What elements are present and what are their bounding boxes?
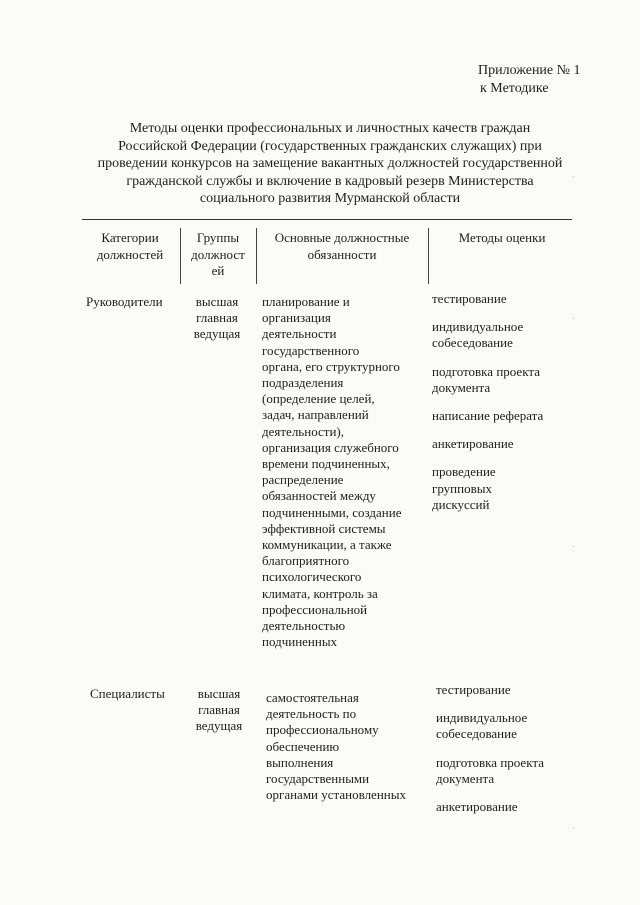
duty-line: планирование и [262, 294, 350, 309]
row-groups [188, 686, 250, 735]
method-line: написание реферата [432, 408, 544, 424]
row-groups [186, 294, 248, 343]
title-line: Российской Федерации (государственных гражданских служащих) при [118, 138, 542, 154]
table-top-rule [82, 219, 572, 220]
duty-line: распределение [262, 472, 344, 488]
method-item [436, 799, 586, 815]
method-item [432, 319, 582, 351]
duty-line: деятельность по [266, 706, 357, 722]
appendix-line-2: к Методике [480, 81, 549, 96]
header-groups-line: должност [191, 246, 245, 262]
duty-line: (определение целей, [262, 391, 375, 407]
duty-line: государственными [266, 771, 370, 787]
header-methods-line: Методы оценки [458, 230, 546, 245]
duty-line: профессиональному [266, 722, 379, 738]
duty-line: профессиональной [262, 601, 368, 617]
method-item [436, 755, 586, 787]
method-line: индивидуальное [432, 319, 524, 335]
duty-line: выполнения [266, 754, 334, 770]
column-divider [428, 228, 429, 284]
duty-line: обеспечению [266, 738, 340, 754]
method-item [432, 364, 582, 396]
duty-line: органами установленных [266, 787, 406, 803]
duty-line: благоприятного [262, 553, 350, 569]
document-title [70, 120, 590, 208]
method-line: подготовка проекта [432, 363, 540, 379]
duty-line: деятельностью [262, 618, 346, 634]
method-item [432, 408, 582, 424]
duty-line: государственного [262, 342, 360, 358]
method-line: подготовка проекта [436, 754, 544, 770]
group-item: высшая [197, 686, 241, 701]
method-line: тестирование [436, 682, 511, 697]
method-line: собеседование [432, 335, 513, 351]
duty-line: самостоятельная [266, 690, 359, 705]
group-item: главная [198, 702, 240, 718]
duty-line: подчиненными, создание [262, 504, 402, 520]
scan-speck [573, 176, 574, 177]
header-groups [182, 230, 254, 280]
method-line: документа [436, 770, 495, 786]
row-methods [436, 682, 586, 815]
header-groups-line: ей [211, 263, 225, 278]
duty-line: времени подчиненных, [262, 456, 390, 472]
method-item [432, 436, 582, 452]
group-item: высшая [195, 294, 239, 309]
method-line: документа [432, 379, 491, 395]
method-item [432, 464, 582, 513]
method-line: проведение [432, 464, 496, 480]
column-divider [180, 228, 181, 284]
duty-line: деятельности [262, 326, 337, 342]
method-item [432, 291, 582, 307]
method-line: индивидуальное [436, 710, 528, 726]
method-line: собеседование [436, 726, 517, 742]
group-item: главная [196, 310, 238, 326]
duty-line: организация служебного [262, 439, 399, 455]
scan-speck [573, 318, 574, 319]
header-category-line: должностей [96, 246, 164, 262]
column-divider [256, 228, 257, 284]
row-category: Специалисты [90, 686, 165, 701]
title-line: гражданской службы и включение в кадровый резерв Министерства [126, 173, 534, 189]
scan-speck [573, 827, 574, 828]
header-category [82, 230, 178, 263]
header-duties-line: обязанности [307, 246, 377, 262]
duty-line: задач, направлений [262, 407, 369, 423]
duty-line: коммуникации, а также [262, 537, 392, 553]
header-duties [258, 230, 426, 263]
row-category: Руководители [86, 294, 163, 309]
method-line: анкетирование [432, 436, 514, 452]
appendix-line-1: Приложение № 1 [478, 63, 581, 78]
duty-line: органа, его структурного [262, 358, 400, 374]
title-line: Методы оценки профессиональных и личностных качеств граждан [129, 121, 531, 136]
duty-line: подчиненных [262, 634, 338, 650]
method-line: тестирование [432, 291, 507, 306]
duty-line: деятельности), [262, 423, 344, 439]
method-item [436, 710, 586, 742]
appendix-note [478, 62, 618, 98]
method-line: дискуссий [432, 496, 490, 512]
duty-line: климата, контроль за [262, 585, 378, 601]
header-category-line: Категории [101, 230, 159, 245]
group-item: ведущая [193, 326, 241, 342]
duty-line: психологического [262, 569, 362, 585]
title-line: проведении конкурсов на замещение вакантных должностей государственной [97, 156, 563, 171]
row-duties [262, 294, 430, 650]
method-line: анкетирование [436, 799, 518, 815]
group-item: ведущая [195, 718, 243, 734]
header-duties-line: Основные должностные [274, 230, 410, 245]
duty-line: подразделения [262, 375, 344, 391]
row-methods [432, 291, 582, 513]
duty-line: эффективной системы [262, 520, 386, 536]
row-duties [266, 690, 436, 803]
duty-line: обязанностей между [262, 488, 376, 504]
method-item [436, 682, 586, 698]
duty-line: организация [262, 310, 331, 326]
title-line: социального развития Мурманской области [199, 191, 461, 206]
method-line: групповых [432, 480, 492, 496]
header-methods [432, 230, 572, 247]
scan-speck [573, 546, 574, 547]
header-groups-line: Группы [196, 230, 240, 245]
